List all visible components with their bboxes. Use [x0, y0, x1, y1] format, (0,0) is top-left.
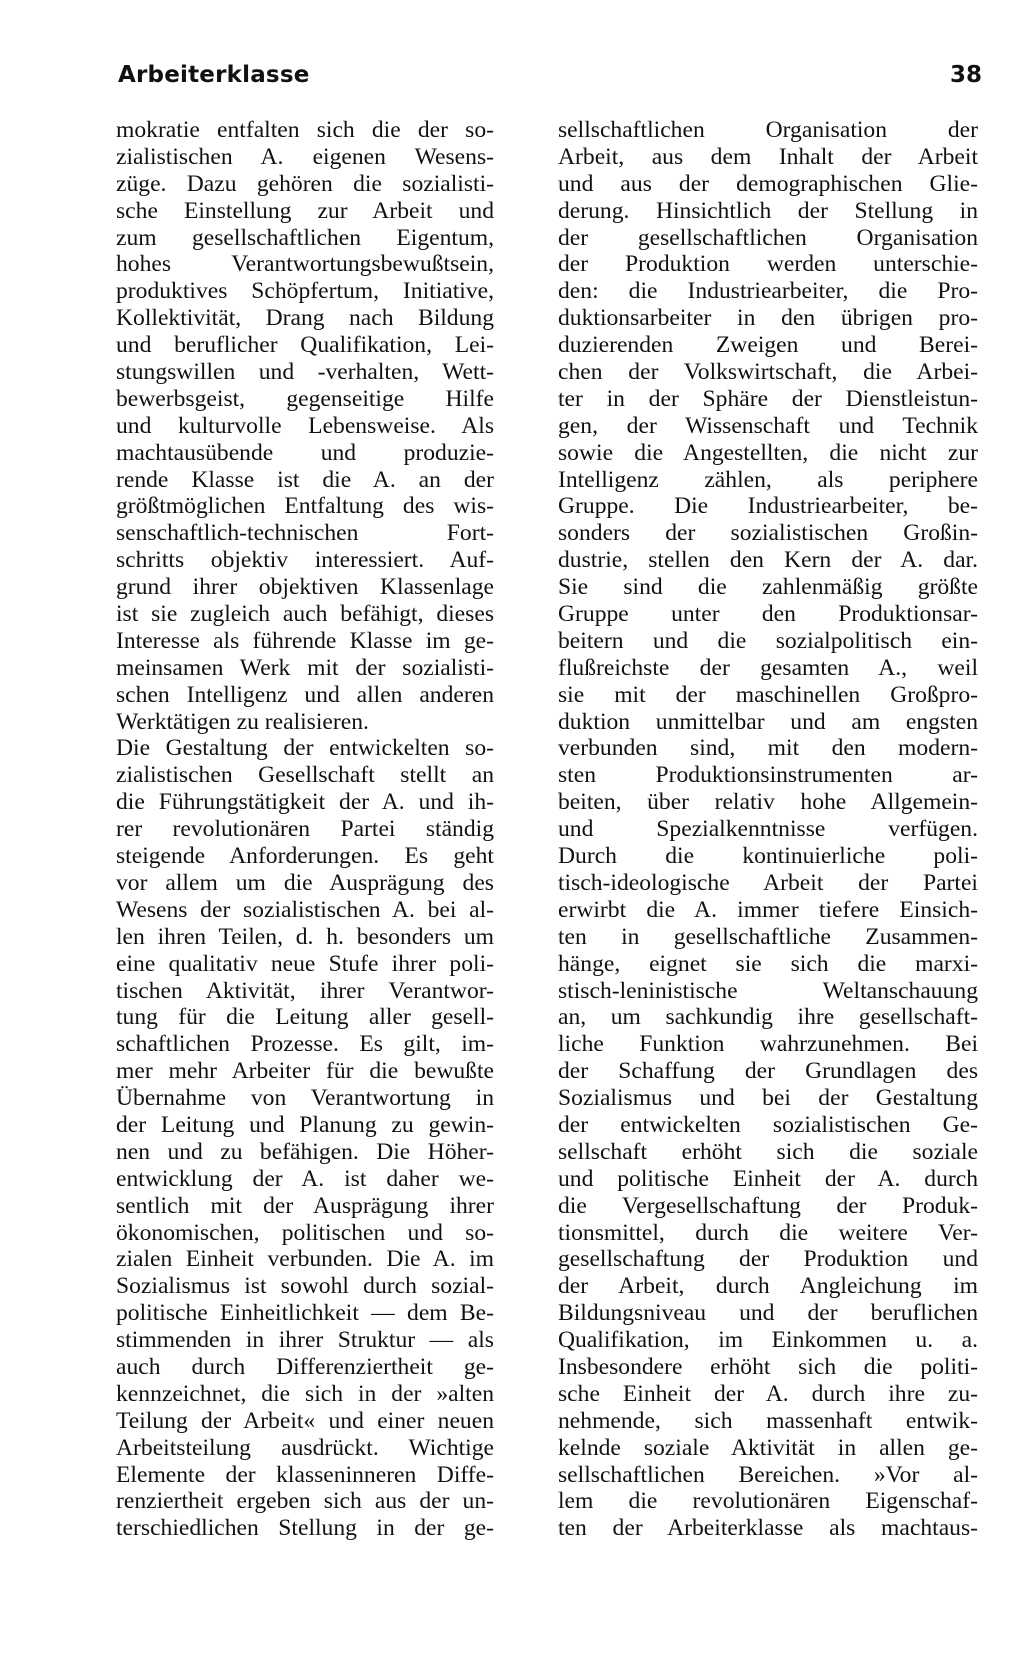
text-line: liche Funktion wahrzunehmen. Bei	[558, 1031, 978, 1058]
text-line: flußreichste der gesamten A., weil	[558, 654, 978, 681]
running-header-title: Arbeiterklasse	[118, 62, 310, 88]
text-line: eine qualitativ neue Stufe ihrer poli-	[116, 950, 494, 977]
text-line: Elemente der klasseninneren Diffe-	[116, 1461, 494, 1488]
text-line: und aus der demographischen Glie-	[558, 170, 978, 197]
text-line: die Vergesellschaftung der Produk-	[558, 1192, 978, 1219]
text-line: stimmenden in ihrer Struktur — als	[116, 1327, 494, 1354]
text-line: Interesse als führende Klasse im ge-	[116, 627, 494, 654]
text-line: hohes Verantwortungsbewußtsein,	[116, 251, 494, 278]
text-line: steigende Anforderungen. Es geht	[116, 843, 494, 870]
text-line: meinsamen Werk mit der sozialisti-	[116, 654, 494, 681]
text-line: gen, der Wissenschaft und Technik	[558, 412, 978, 439]
text-line: zialen Einheit verbunden. Die A. im	[116, 1246, 494, 1273]
text-line: Bildungsniveau und der beruflichen	[558, 1300, 978, 1327]
text-line: Gruppe. Die Industriearbeiter, be-	[558, 493, 978, 520]
text-line: die Führungstätigkeit der A. und ih-	[116, 789, 494, 816]
text-line: bewerbsgeist, gegenseitige Hilfe	[116, 385, 494, 412]
text-line: dustrie, stellen den Kern der A. dar.	[558, 547, 978, 574]
text-line: der Arbeit, durch Angleichung im	[558, 1273, 978, 1300]
text-line: tung für die Leitung aller gesell-	[116, 1004, 494, 1031]
text-line: ten in gesellschaftliche Zusammen-	[558, 923, 978, 950]
text-line: Sozialismus ist sowohl durch sozial-	[116, 1273, 494, 1300]
text-line: sowie die Angestellten, die nicht zur	[558, 439, 978, 466]
text-line: chen der Volkswirtschaft, die Arbei-	[558, 359, 978, 386]
text-line: senschaftlich-technischen Fort-	[116, 520, 494, 547]
text-line: derung. Hinsichtlich der Stellung in	[558, 197, 978, 224]
text-line: Insbesondere erhöht sich die politi-	[558, 1353, 978, 1380]
text-line: ist sie zugleich auch befähigt, dieses	[116, 601, 494, 628]
left-text-column	[116, 117, 494, 1542]
text-line: Intelligenz zählen, als periphere	[558, 466, 978, 493]
text-line: der entwickelten sozialistischen Ge-	[558, 1111, 978, 1138]
text-line: politische Einheitlichkeit — dem Be-	[116, 1300, 494, 1327]
text-line: duktion unmittelbar und am engsten	[558, 708, 978, 735]
text-line: terschiedlichen Stellung in der ge-	[116, 1515, 494, 1542]
page-number: 38	[949, 62, 982, 88]
text-line: der Leitung und Planung zu gewin-	[116, 1111, 494, 1138]
text-line: zialistischen A. eigenen Wesens-	[116, 143, 494, 170]
text-line: kennzeichnet, die sich in der »alten	[116, 1380, 494, 1407]
text-line: Durch die kontinuierliche poli-	[558, 843, 978, 870]
text-line: Sozialismus und bei der Gestaltung	[558, 1085, 978, 1112]
text-line: und beruflicher Qualifikation, Lei-	[116, 332, 494, 359]
text-line: kelnde soziale Aktivität in allen ge-	[558, 1434, 978, 1461]
text-line: grund ihrer objektiven Klassenlage	[116, 574, 494, 601]
text-line: und politische Einheit der A. durch	[558, 1165, 978, 1192]
text-line: hänge, eignet sie sich die marxi-	[558, 950, 978, 977]
text-line: erwirbt die A. immer tiefere Einsich-	[558, 896, 978, 923]
text-line: tischen Aktivität, ihrer Verantwor-	[116, 977, 494, 1004]
text-line: Kollektivität, Drang nach Bildung	[116, 305, 494, 332]
text-line: gesellschaftung der Produktion und	[558, 1246, 978, 1273]
text-line: mokratie entfalten sich die der so-	[116, 117, 494, 143]
text-line: ter in der Sphäre der Dienstleistun-	[558, 385, 978, 412]
text-line: Arbeitsteilung ausdrückt. Wichtige	[116, 1434, 494, 1461]
text-line: Sie sind die zahlenmäßig größte	[558, 574, 978, 601]
text-line: stisch-leninistische Weltanschauung	[558, 977, 978, 1004]
text-line: an, um sachkundig ihre gesellschaft-	[558, 1004, 978, 1031]
text-line: beitern und die sozialpolitisch ein-	[558, 627, 978, 654]
text-line: Arbeit, aus dem Inhalt der Arbeit	[558, 143, 978, 170]
text-line: Werktätigen zu realisieren.	[116, 708, 369, 735]
text-line: Gruppe unter den Produktionsar-	[558, 601, 978, 628]
text-line: entwicklung der A. ist daher we-	[116, 1165, 494, 1192]
text-line: ökonomischen, politischen und so-	[116, 1219, 494, 1246]
text-line: sellschaftlichen Bereichen. »Vor al-	[558, 1461, 978, 1488]
text-line: zum gesellschaftlichen Eigentum,	[116, 224, 494, 251]
text-line: duzierenden Zweigen und Berei-	[558, 332, 978, 359]
text-line: der gesellschaftlichen Organisation	[558, 224, 978, 251]
text-line: sie mit der maschinellen Großpro-	[558, 681, 978, 708]
text-line: duktionsarbeiter in den übrigen pro-	[558, 305, 978, 332]
text-line: nen und zu befähigen. Die Höher-	[116, 1138, 494, 1165]
text-line: den: die Industriearbeiter, die Pro-	[558, 278, 978, 305]
text-line: rende Klasse ist die A. an der	[116, 466, 494, 493]
text-line: und kulturvolle Lebensweise. Als	[116, 412, 494, 439]
text-line: lem die revolutionären Eigenschaf-	[558, 1488, 978, 1515]
text-line: zialistischen Gesellschaft stellt an	[116, 762, 494, 789]
text-line: und Spezialkenntnisse verfügen.	[558, 816, 978, 843]
text-line: schaftlichen Prozesse. Es gilt, im-	[116, 1031, 494, 1058]
text-line: Teilung der Arbeit« und einer neuen	[116, 1407, 494, 1434]
text-line: len ihren Teilen, d. h. besonders um	[116, 923, 494, 950]
text-line: vor allem um die Ausprägung des	[116, 869, 494, 896]
text-line: rer revolutionären Partei ständig	[116, 816, 494, 843]
text-line: der Produktion werden unterschie-	[558, 251, 978, 278]
text-line: größtmöglichen Entfaltung des wis-	[116, 493, 494, 520]
text-line: verbunden sind, mit den modern-	[558, 735, 978, 762]
text-line: ten der Arbeiterklasse als machtaus-	[558, 1515, 978, 1542]
text-line: der Schaffung der Grundlagen des	[558, 1058, 978, 1085]
text-line: auch durch Differenziertheit ge-	[116, 1353, 494, 1380]
text-line: züge. Dazu gehören die sozialisti-	[116, 170, 494, 197]
text-line: renziertheit ergeben sich aus der un-	[116, 1488, 494, 1515]
text-line: machtausübende und produzie-	[116, 439, 494, 466]
text-line: beiten, über relativ hohe Allgemein-	[558, 789, 978, 816]
text-line: sellschaftlichen Organisation der	[558, 117, 978, 143]
text-line: Wesens der sozialistischen A. bei al-	[116, 896, 494, 923]
text-line: schen Intelligenz und allen anderen	[116, 681, 494, 708]
text-line: sten Produktionsinstrumenten ar-	[558, 762, 978, 789]
text-line: stungswillen und -verhalten, Wett-	[116, 359, 494, 386]
right-text-column	[558, 117, 978, 1542]
text-line: sche Einheit der A. durch ihre zu-	[558, 1380, 978, 1407]
text-line: tionsmittel, durch die weitere Ver-	[558, 1219, 978, 1246]
text-line: sonders der sozialistischen Großin-	[558, 520, 978, 547]
text-line: schritts objektiv interessiert. Auf-	[116, 547, 494, 574]
text-line: mer mehr Arbeiter für die bewußte	[116, 1058, 494, 1085]
text-line: produktives Schöpfertum, Initiative,	[116, 278, 494, 305]
text-line: tisch-ideologische Arbeit der Partei	[558, 869, 978, 896]
text-line: sellschaft erhöht sich die soziale	[558, 1138, 978, 1165]
text-line: sche Einstellung zur Arbeit und	[116, 197, 494, 224]
text-line: Übernahme von Verantwortung in	[116, 1085, 494, 1112]
text-line: nehmende, sich massenhaft entwik-	[558, 1407, 978, 1434]
text-line: Die Gestaltung der entwickelten so-	[116, 735, 494, 762]
text-line: Qualifikation, im Einkommen u. a.	[558, 1327, 978, 1354]
text-line: sentlich mit der Ausprägung ihrer	[116, 1192, 494, 1219]
